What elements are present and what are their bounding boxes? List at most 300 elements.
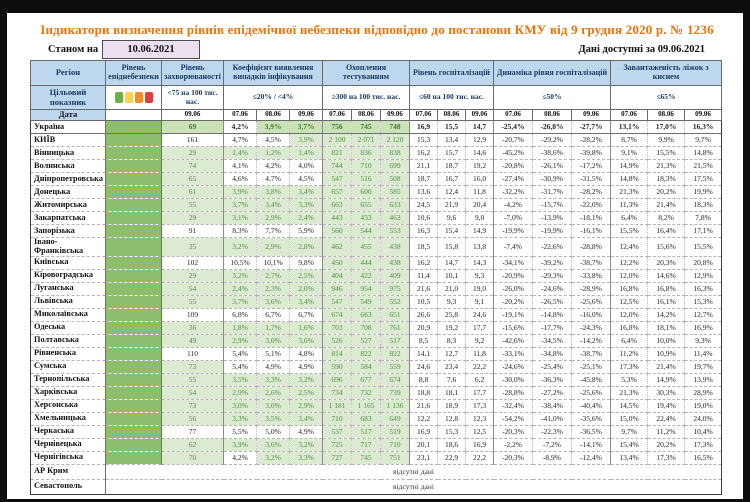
danger-level-cell [106,160,162,173]
value-cell: 633 [381,199,410,212]
value-cell: 13,8 [466,238,494,257]
value-cell: 21,1 [410,160,438,173]
value-cell: 683 [352,412,381,425]
value-cell: 17,3% [611,360,648,373]
value-cell: 14,3 [466,256,494,269]
value-cell: 14,6% [648,269,685,282]
value-cell: 2 071 [352,134,381,147]
value-cell: -38,7% [572,256,611,269]
value-cell: 2,9% [224,334,257,347]
region-cell: Вінницька [31,147,106,160]
value-cell: 526 [323,334,352,347]
value-cell: -31,5% [572,173,611,186]
table-row [31,360,722,373]
value-cell: 29 [162,212,224,225]
value-cell: 21,3% [611,386,648,399]
value-cell: 91 [162,225,224,238]
value-cell: 55 [162,295,224,308]
value-cell: -15,7% [533,199,572,212]
value-cell: 5,3% [611,373,648,386]
value-cell: 16,5% [685,451,722,464]
value-cell: 15,3 [438,425,466,438]
value-cell: 404 [323,269,352,282]
value-cell: -17,2% [572,160,611,173]
danger-legend-cell [106,86,162,110]
value-cell: -20,8% [494,160,533,173]
value-cell: -19,1% [494,308,533,321]
value-cell: 22,9 [438,451,466,464]
value-cell: 8,3% [224,225,257,238]
value-cell: -27,7% [572,121,611,134]
value-cell: 14,9 [466,225,494,238]
danger-level-cell [106,199,162,212]
value-cell: 19,9% [685,186,722,199]
value-cell: 21,5% [685,160,722,173]
value-cell: -31,7% [533,186,572,199]
region-cell: Чернівецька [31,438,106,451]
value-cell: 4,7% [257,173,290,186]
danger-level-cell [106,225,162,238]
region-cell: Чернігівська [31,451,106,464]
value-cell: 450 [323,256,352,269]
value-cell: 54 [162,282,224,295]
value-cell: 710 [323,412,352,425]
value-cell: 663 [352,308,381,321]
value-cell: 3,0% [257,334,290,347]
value-cell: 19,0% [685,399,722,412]
value-cell: -20,9% [494,269,533,282]
value-cell: -20,7% [494,134,533,147]
as-of-label: Станом на [48,44,99,55]
value-cell: 24,6 [410,360,438,373]
value-cell: -20,2% [494,295,533,308]
red-level-icon [145,92,153,103]
value-cell: -19,9% [533,225,572,238]
value-cell: -24,6% [533,282,572,295]
indicator-group-header: Рівень госпіталізацій [410,61,494,86]
value-cell: 4,6% [224,173,257,186]
value-cell: 3,2% [290,438,323,451]
value-cell: 18,6 [438,438,466,451]
value-cell: 12,0% [611,308,648,321]
value-cell: 745 [352,451,381,464]
value-cell: 11,4 [410,269,438,282]
danger-level-cell [106,238,162,257]
value-cell: 559 [381,360,410,373]
value-cell: 10,1 [438,269,466,282]
value-cell: 6,8% [224,308,257,321]
region-cell: Івано-Франківська [31,238,106,257]
value-cell: 20,8% [685,256,722,269]
value-cell: 29 [162,147,224,160]
value-cell: -34,1% [494,256,533,269]
value-cell: -25,1% [572,360,611,373]
value-cell: 3,7% [224,199,257,212]
table-row [31,121,722,134]
danger-level-cell [106,212,162,225]
value-cell: 18,3% [685,199,722,212]
danger-level-cell [106,282,162,295]
value-cell: -28,8% [572,238,611,257]
value-cell: 21,6 [410,399,438,412]
value-cell: 17,1% [685,225,722,238]
value-cell: 11,8 [466,347,494,360]
danger-level-cell [106,173,162,186]
value-cell: 19,2 [438,321,466,334]
value-cell: 11,3% [611,199,648,212]
region-column-header: Регіон [31,61,106,86]
region-cell: Тернопільська [31,373,106,386]
date-header: 09.06 [466,110,494,121]
value-cell: 508 [381,173,410,186]
value-cell: 4,5% [257,134,290,147]
value-cell: 2,3% [257,282,290,295]
date-header: 08.06 [352,110,381,121]
table-row [31,269,722,282]
value-cell: 49 [162,334,224,347]
value-cell: 674 [323,308,352,321]
value-cell: 17,0% [648,121,685,134]
value-cell: -7,2% [533,438,572,451]
value-cell: 11,2% [648,425,685,438]
value-cell: -41,0% [533,412,572,425]
table-row [31,212,722,225]
value-cell: -39,2% [533,256,572,269]
value-cell: 11,8 [466,186,494,199]
value-cell: -14,2% [572,334,611,347]
value-cell: 15,5% [685,238,722,257]
value-cell: 16,4% [648,225,685,238]
value-cell: 10,5 [410,295,438,308]
value-cell: -25,4% [533,360,572,373]
value-cell: 655 [352,199,381,212]
danger-level-cell [106,295,162,308]
value-cell: -7,0% [494,212,533,225]
danger-level-cell [106,147,162,160]
value-cell: -42,6% [494,334,533,347]
value-cell: 3,6% [257,438,290,451]
date-header: 09.06 [162,110,224,121]
danger-level-cell [106,425,162,438]
value-cell: 17,7 [466,386,494,399]
value-cell: 3,3% [224,412,257,425]
table-row [31,412,722,425]
value-cell: 717 [352,438,381,451]
value-cell: 12,7 [438,347,466,360]
date-header: 09.06 [381,110,410,121]
value-cell: 25,8 [438,308,466,321]
value-cell: -30,9% [533,173,572,186]
value-cell: 3,3% [290,451,323,464]
date-header: 09.06 [685,110,722,121]
value-cell: 727 [323,451,352,464]
value-cell: 16,9% [685,321,722,334]
value-cell: 3,9% [224,186,257,199]
value-cell: -45,2% [494,147,533,160]
value-cell: 16,8% [611,321,648,334]
region-cell: Донецька [31,186,106,199]
region-cell: Сумська [31,360,106,373]
value-cell: 9,0 [466,212,494,225]
value-cell: 8,3 [438,334,466,347]
value-cell: 17,3% [648,451,685,464]
target-value-header: <75 на 100 тис. нас. [162,86,224,110]
value-cell: -2,2% [494,438,533,451]
value-cell: 975 [381,282,410,295]
value-cell: 517 [352,425,381,438]
value-cell: 710 [352,160,381,173]
value-cell: -32,4% [494,399,533,412]
table-row [31,225,722,238]
value-cell: 2,5% [290,386,323,399]
danger-level-cell [106,121,162,134]
value-cell: 8,5 [410,334,438,347]
value-cell: 2 120 [381,134,410,147]
value-cell: 16,2 [410,256,438,269]
value-cell: -17,7% [533,321,572,334]
value-cell: -27,4% [494,173,533,186]
value-cell: 21,3% [648,160,685,173]
region-cell: Херсонська [31,399,106,412]
table-row [31,334,722,347]
value-cell: 438 [381,238,410,257]
value-cell: -28,9% [572,282,611,295]
value-cell: 26,6 [410,308,438,321]
value-cell: 2,7% [257,269,290,282]
value-cell: 65 [162,173,224,186]
value-cell: 838 [381,147,410,160]
value-cell: 761 [381,321,410,334]
region-cell: Луганська [31,282,106,295]
value-cell: -14,1% [572,438,611,451]
value-cell: 24,0% [685,412,722,425]
table-row [31,134,722,147]
value-cell: 3,2% [224,269,257,282]
value-cell: 9,3% [685,334,722,347]
value-cell: 1 136 [381,399,410,412]
value-cell: 30,3% [648,386,685,399]
value-cell: 3,4% [290,295,323,308]
value-cell: 1 181 [323,399,352,412]
value-cell: 15,5% [648,147,685,160]
region-cell: КИЇВ [31,134,106,147]
table-row [31,282,722,295]
value-cell: 7,8% [685,212,722,225]
date-header: 07.06 [224,110,257,121]
value-cell: 745 [352,121,381,134]
value-cell: 4,2% [224,121,257,134]
region-cell: Рівненська [31,347,106,360]
value-cell: 1,4% [290,147,323,160]
value-cell: 62 [162,438,224,451]
green-level-icon [115,92,123,103]
value-cell: 8,2% [648,212,685,225]
value-cell: 3,5% [224,373,257,386]
value-cell: 3,5% [257,412,290,425]
value-cell: 16,3 [410,225,438,238]
region-cell: Волинська [31,160,106,173]
indicator-group-header: Рівень захворюваності [162,61,224,86]
value-cell: -38,7% [572,347,611,360]
value-cell: 12,4 [438,186,466,199]
value-cell: 674 [381,373,410,386]
region-cell: Київська [31,256,106,269]
value-cell: 15,7 [438,147,466,160]
value-cell: -30,0% [494,373,533,386]
value-cell: 821 [323,147,352,160]
date-header: 09.06 [290,110,323,121]
value-cell: 4,7% [224,134,257,147]
value-cell: 36 [162,321,224,334]
value-cell: 35 [162,238,224,257]
value-cell: 21,4% [648,360,685,373]
value-cell: 4,0% [290,160,323,173]
value-cell: 20,4 [466,199,494,212]
table-row [31,479,722,494]
value-cell: 12,9% [685,269,722,282]
value-cell: 734 [323,386,352,399]
value-cell: 15,5% [611,225,648,238]
value-cell: -15,6% [494,321,533,334]
value-cell: 16,9 [466,438,494,451]
value-cell: 4,2% [257,160,290,173]
region-cell: Харківська [31,386,106,399]
value-cell: -29,2% [533,134,572,147]
region-cell: Дніпропетровська [31,173,106,186]
value-cell: 22,2 [466,451,494,464]
value-cell: 13,6 [410,186,438,199]
value-cell: 13,4% [611,451,648,464]
value-cell: -36,3% [533,373,572,386]
value-cell: 74 [162,160,224,173]
danger-level-cell [106,256,162,269]
value-cell: 13,4 [438,134,466,147]
value-cell: 15,0% [611,412,648,425]
value-cell: 3,8% [257,186,290,199]
value-cell: 14,8% [611,173,648,186]
danger-level-cell [106,373,162,386]
value-cell: 10,5% [224,256,257,269]
date-row-label: Дата [31,110,106,121]
value-cell: 16,8% [611,282,648,295]
value-cell: 14,2% [648,308,685,321]
table-row [31,160,722,173]
value-cell: 7,7% [257,225,290,238]
value-cell: -18,1% [572,212,611,225]
value-cell: 1,2% [257,147,290,160]
region-cell: АР Крим [31,464,106,479]
value-cell: 14,7 [466,121,494,134]
value-cell: 663 [323,199,352,212]
value-cell: 3,0% [224,399,257,412]
page-title: Індикатори визначення рівнів епідемічної небезпеки відповідно до постанови КМУ від 9 грудня 2020 р. № 1236 [40,22,714,37]
value-cell: 14,5% [611,399,648,412]
value-cell: 544 [352,225,381,238]
danger-level-cell [106,412,162,425]
value-cell: 18,5 [410,238,438,257]
table-row [31,438,722,451]
value-cell: -27,2% [533,386,572,399]
target-row-label: Цільовий показник [31,86,106,110]
value-cell: 516 [352,173,381,186]
value-cell: 5,0% [257,425,290,438]
value-cell: 15,6% [648,238,685,257]
danger-level-cell [106,134,162,147]
value-cell: 462 [323,238,352,257]
value-cell: -28,2% [572,134,611,147]
value-cell: 22,4% [648,412,685,425]
value-cell: 517 [381,334,410,347]
value-cell: 651 [381,308,410,321]
value-cell: 3,4% [257,199,290,212]
table-row [31,308,722,321]
value-cell: 748 [381,121,410,134]
danger-level-cell [106,360,162,373]
target-value-header: ≤20% / <4% [224,86,323,110]
value-cell: 16,2 [410,147,438,160]
value-cell: 23,1 [410,451,438,464]
value-cell: 13,1% [611,121,648,134]
danger-date-empty-cell [106,110,162,121]
value-cell: 3,6% [290,334,323,347]
value-cell: 18,9 [438,399,466,412]
value-cell: -34,8% [533,347,572,360]
value-cell: -24,6% [494,360,533,373]
value-cell: 56 [162,412,224,425]
value-cell: -36,5% [572,425,611,438]
date-header: 09.06 [572,110,611,121]
danger-level-cell [106,451,162,464]
value-cell: 1,7% [257,321,290,334]
value-cell: 21,9 [438,199,466,212]
value-cell: 443 [323,212,352,225]
value-cell: 21,4% [648,199,685,212]
value-cell: 5,5% [224,425,257,438]
as-of-date: 10.06.2021 [102,40,200,59]
value-cell: 19,0 [466,282,494,295]
target-value-header: ≥300 на 100 тис. нас. [323,86,410,110]
value-cell: -29,3% [533,269,572,282]
value-cell: 649 [381,412,410,425]
value-cell: 29 [162,269,224,282]
value-cell: 3,3% [257,373,290,386]
value-cell: 16,3% [685,282,722,295]
region-cell: Одеська [31,321,106,334]
value-cell: 3,7% [224,295,257,308]
danger-level-cell [106,269,162,282]
value-cell: 16,1% [648,295,685,308]
value-cell: 12,3 [466,412,494,425]
value-cell: 19,2 [466,160,494,173]
value-cell: 732 [352,386,381,399]
value-cell: -34,5% [533,334,572,347]
value-cell: 3,9% [224,438,257,451]
value-cell: 15,5 [438,121,466,134]
value-cell: 6,4% [611,334,648,347]
value-cell: 4,5% [290,173,323,186]
value-cell: 16,8% [648,282,685,295]
value-cell: 3,3% [290,199,323,212]
value-cell: 5,4% [224,360,257,373]
value-cell: 9,1% [611,147,648,160]
value-cell: -19,9% [494,225,533,238]
value-cell: 16,3% [685,121,722,134]
data-available-label: Дані доступні за 09.06.2021 [578,44,705,55]
value-cell: 3,2% [257,451,290,464]
value-cell: 4,9% [290,360,323,373]
table-row [31,199,722,212]
value-cell: 14,9% [648,373,685,386]
